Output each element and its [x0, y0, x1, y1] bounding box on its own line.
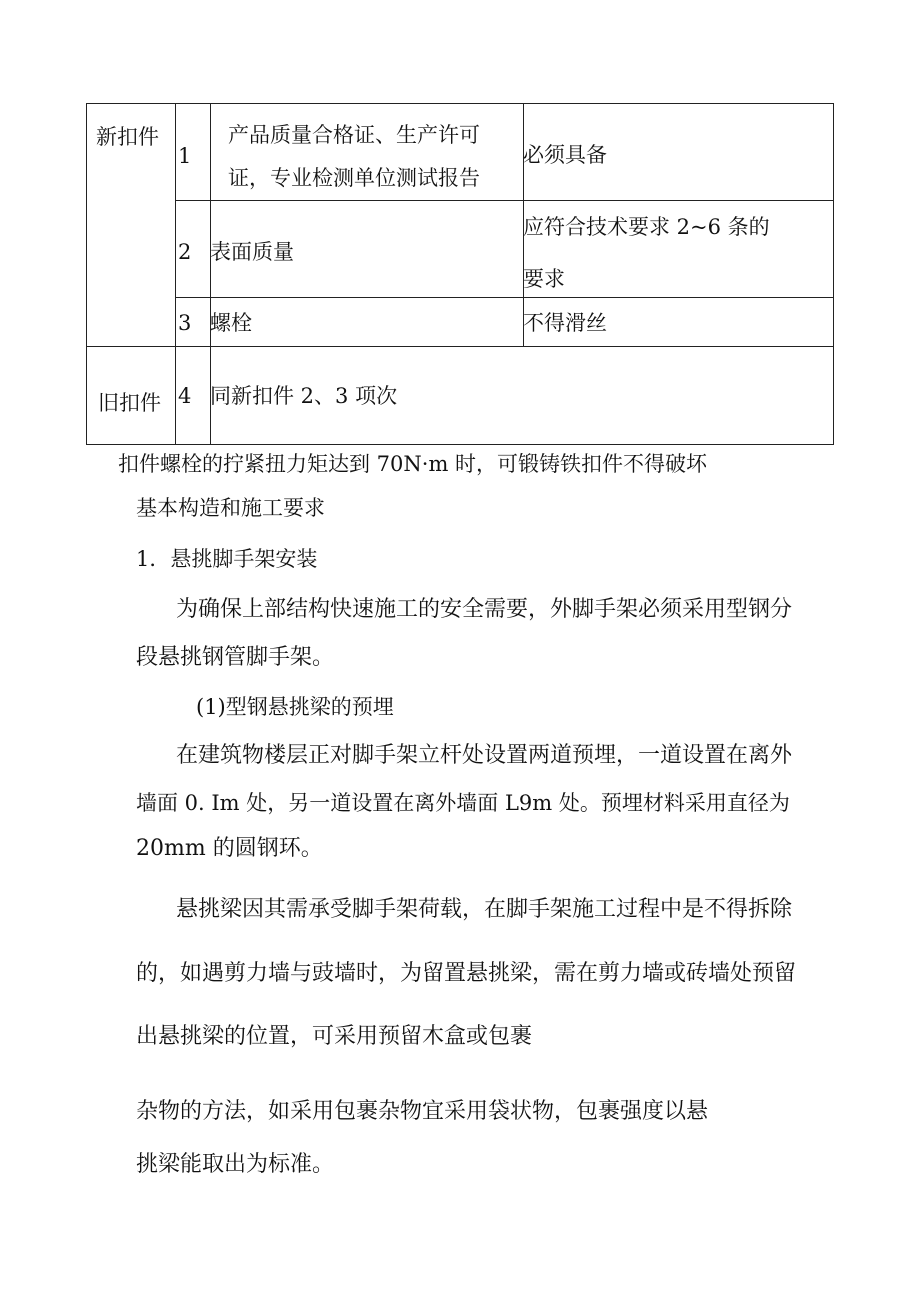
paragraph-line: 出悬挑梁的位置，可采用预留木盒或包裹 [136, 1024, 533, 1049]
paragraph-line: 为确保上部结构快速施工的安全需要，外脚手架必须采用型钢分 [176, 597, 793, 622]
fastener-inspection-table [86, 103, 834, 445]
table-col-divider [175, 103, 176, 445]
section-heading: 基本构造和施工要求 [136, 496, 325, 520]
check-item: 证，专业检测单位测试报告 [228, 166, 480, 190]
paragraph-line: 悬挑梁因其需承受脚手架荷载，在脚手架施工过程中是不得拆除 [176, 897, 793, 922]
requirement: 不得滑丝 [523, 311, 607, 335]
table-border-bottom [86, 444, 834, 445]
table-row-divider [175, 200, 834, 201]
check-item: 螺栓 [210, 311, 252, 335]
paragraph-line: 墙面 0. Im 处，另一道设置在离外墙面 L9m 处。预埋材料采用直径为 [136, 791, 790, 815]
row-number: 4 [178, 384, 192, 408]
table-row-divider [175, 297, 834, 298]
paragraph-torque-requirement: 扣件螺栓的拧紧扭力矩达到 70N·m 时，可锻铸铁扣件不得破坏 [118, 452, 708, 476]
group-label-old-fastener: 旧扣件 [98, 391, 161, 415]
table-border-left [86, 103, 87, 445]
table-group-divider [86, 346, 834, 347]
table-border-right [833, 103, 834, 445]
item-heading: (1)型钢悬挑梁的预埋 [196, 695, 394, 719]
paragraph-line: 20mm 的圆钢环。 [136, 836, 323, 861]
check-item: 产品质量合格证、生产许可 [228, 123, 480, 147]
paragraph-line: 段悬挑钢管脚手架。 [136, 645, 335, 670]
paragraph-line: 挑梁能取出为标准。 [136, 1152, 335, 1177]
table-border-top [86, 103, 834, 104]
group-label-new-fastener: 新扣件 [96, 125, 159, 149]
check-item: 表面质量 [210, 240, 294, 264]
row-number: 2 [178, 240, 192, 264]
requirement: 要求 [523, 267, 565, 291]
requirement: 必须具备 [523, 143, 607, 167]
check-item: 同新扣件 2、3 项次 [210, 384, 398, 408]
subsection-heading: 1．悬挑脚手架安装 [136, 547, 318, 571]
row-number: 1 [178, 144, 192, 168]
paragraph-line: 的，如遇剪力墙与豉墙时，为留置悬挑梁，需在剪力墙或砖墙处预留 [136, 961, 797, 986]
paragraph-line: 杂物的方法，如采用包裹杂物宜采用袋状物，包裹强度以悬 [136, 1099, 709, 1124]
paragraph-line: 在建筑物楼层正对脚手架立杆处设置两道预埋，一道设置在离外 [176, 743, 793, 768]
requirement: 应符合技术要求 2~6 条的 [523, 215, 770, 239]
row-number: 3 [178, 311, 192, 335]
